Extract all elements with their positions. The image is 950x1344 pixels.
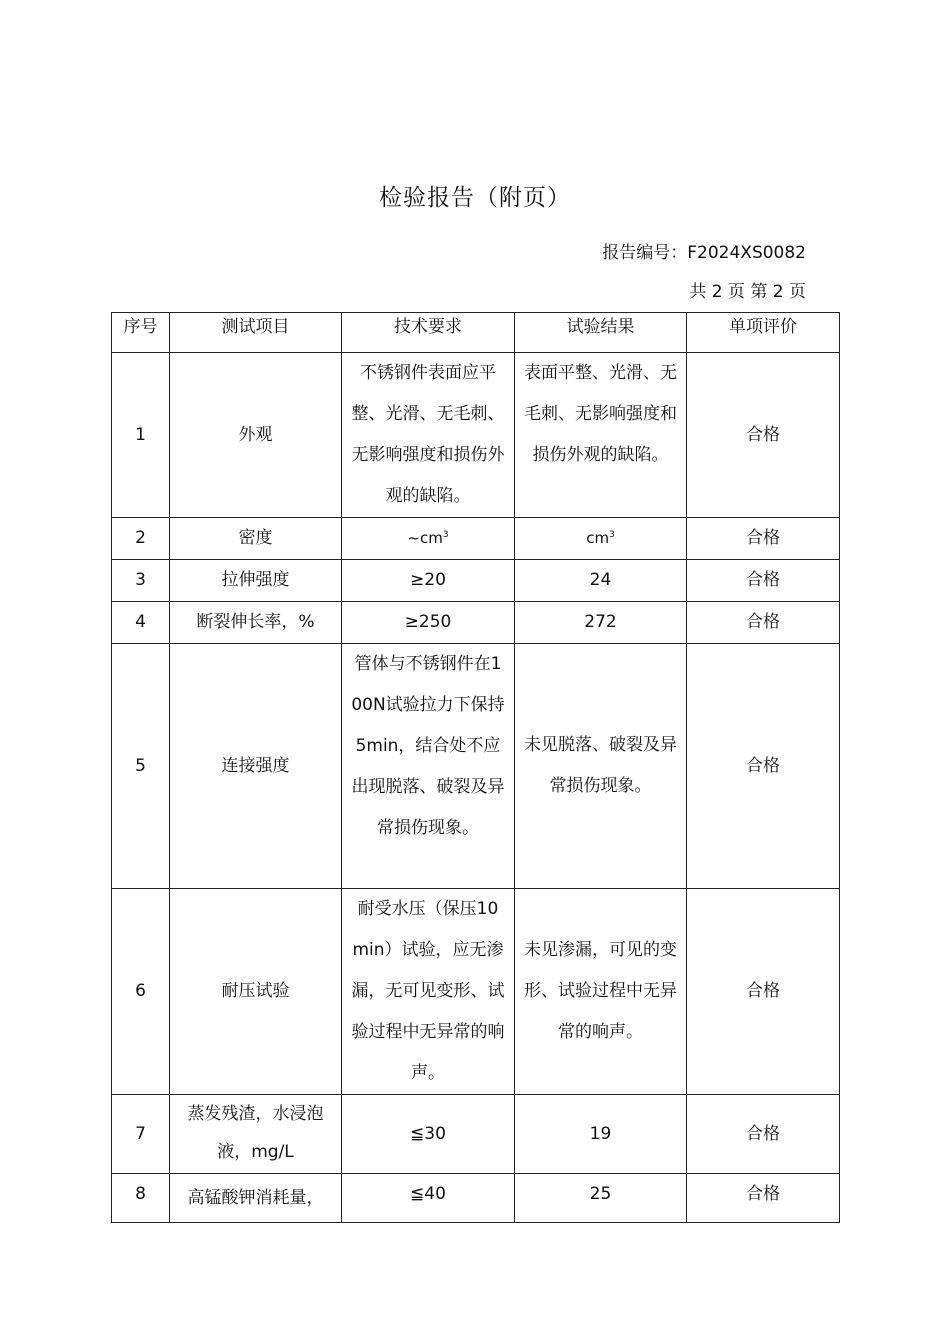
- cell-item: 高锰酸钾消耗量，: [170, 1174, 342, 1223]
- result-unit: cm: [586, 529, 610, 547]
- page-info: 共 2 页 第 2 页: [689, 282, 806, 302]
- cell-requirement: 耐受水压（保压10min）试验，应无渗漏，无可见变形、试验过程中无异常的响声。: [342, 889, 515, 1095]
- header-requirement: 技术要求: [342, 313, 515, 353]
- table-row: [112, 1095, 840, 1174]
- header-no: 序号: [112, 313, 170, 353]
- document-title: 检验报告（附页）: [379, 185, 571, 211]
- cell-requirement: ≥20: [342, 560, 515, 602]
- cell-result: [515, 518, 687, 560]
- cell-item: 断裂伸长率，%: [170, 602, 342, 644]
- cell-item: 蒸发残渣，水浸泡液，mg/L: [170, 1095, 342, 1174]
- cell-requirement: 不锈钢件表面应平整、光滑、无毛刺、无影响强度和损伤外观的缺陷。: [342, 353, 515, 518]
- cell-requirement: 管体与不锈钢件在100N试验拉力下保持5min，结合处不应出现脱落、破裂及异常损伤现象。: [342, 644, 515, 889]
- cell-requirement: ≦30: [342, 1095, 515, 1174]
- cell-evaluation: 合格: [687, 644, 840, 889]
- cell-no: 1: [112, 353, 170, 518]
- cell-item: 密度: [170, 518, 342, 560]
- table-row: [112, 560, 840, 602]
- table-row: [112, 644, 840, 889]
- cell-evaluation: 合格: [687, 353, 840, 518]
- cell-no: 4: [112, 602, 170, 644]
- cell-result: 19: [515, 1095, 687, 1174]
- header-result: 试验结果: [515, 313, 687, 353]
- requirement-superscript: 3: [442, 530, 449, 540]
- cell-item: 连接强度: [170, 644, 342, 889]
- header-test-item: 测试项目: [170, 313, 342, 353]
- cell-result: 未见脱落、破裂及异常损伤现象。: [515, 644, 687, 889]
- result-superscript: 3: [609, 530, 615, 540]
- cell-evaluation: 合格: [687, 1174, 840, 1223]
- cell-result: 272: [515, 602, 687, 644]
- cell-no: 5: [112, 644, 170, 889]
- cell-no: 6: [112, 889, 170, 1095]
- cell-result: 未见渗漏，可见的变形、试验过程中无异常的响声。: [515, 889, 687, 1095]
- cell-item: 拉伸强度: [170, 560, 342, 602]
- cell-item: 耐压试验: [170, 889, 342, 1095]
- cell-item: 外观: [170, 353, 342, 518]
- cell-no: 8: [112, 1174, 170, 1223]
- cell-result: 24: [515, 560, 687, 602]
- cell-requirement: ≥250: [342, 602, 515, 644]
- cell-no: 7: [112, 1095, 170, 1174]
- cell-evaluation: 合格: [687, 602, 840, 644]
- table-row: [112, 889, 840, 1095]
- cell-requirement: ≦40: [342, 1174, 515, 1223]
- table-row: [112, 518, 840, 560]
- cell-evaluation: 合格: [687, 518, 840, 560]
- table-row: [112, 353, 840, 518]
- requirement-unit: ~cm: [407, 529, 443, 547]
- table-header-row: [112, 313, 840, 353]
- cell-no: 3: [112, 560, 170, 602]
- inspection-table: [111, 312, 840, 1223]
- cell-evaluation: 合格: [687, 560, 840, 602]
- header-evaluation: 单项评价: [687, 313, 840, 353]
- table-row: [112, 1174, 840, 1223]
- cell-no: 2: [112, 518, 170, 560]
- cell-evaluation: 合格: [687, 889, 840, 1095]
- cell-result: 表面平整、光滑、无毛刺、无影响强度和损伤外观的缺陷。: [515, 353, 687, 518]
- cell-evaluation: 合格: [687, 1095, 840, 1174]
- table-row: [112, 602, 840, 644]
- cell-result: 25: [515, 1174, 687, 1223]
- cell-requirement: [342, 518, 515, 560]
- report-number: 报告编号：F2024XS0082: [602, 243, 806, 263]
